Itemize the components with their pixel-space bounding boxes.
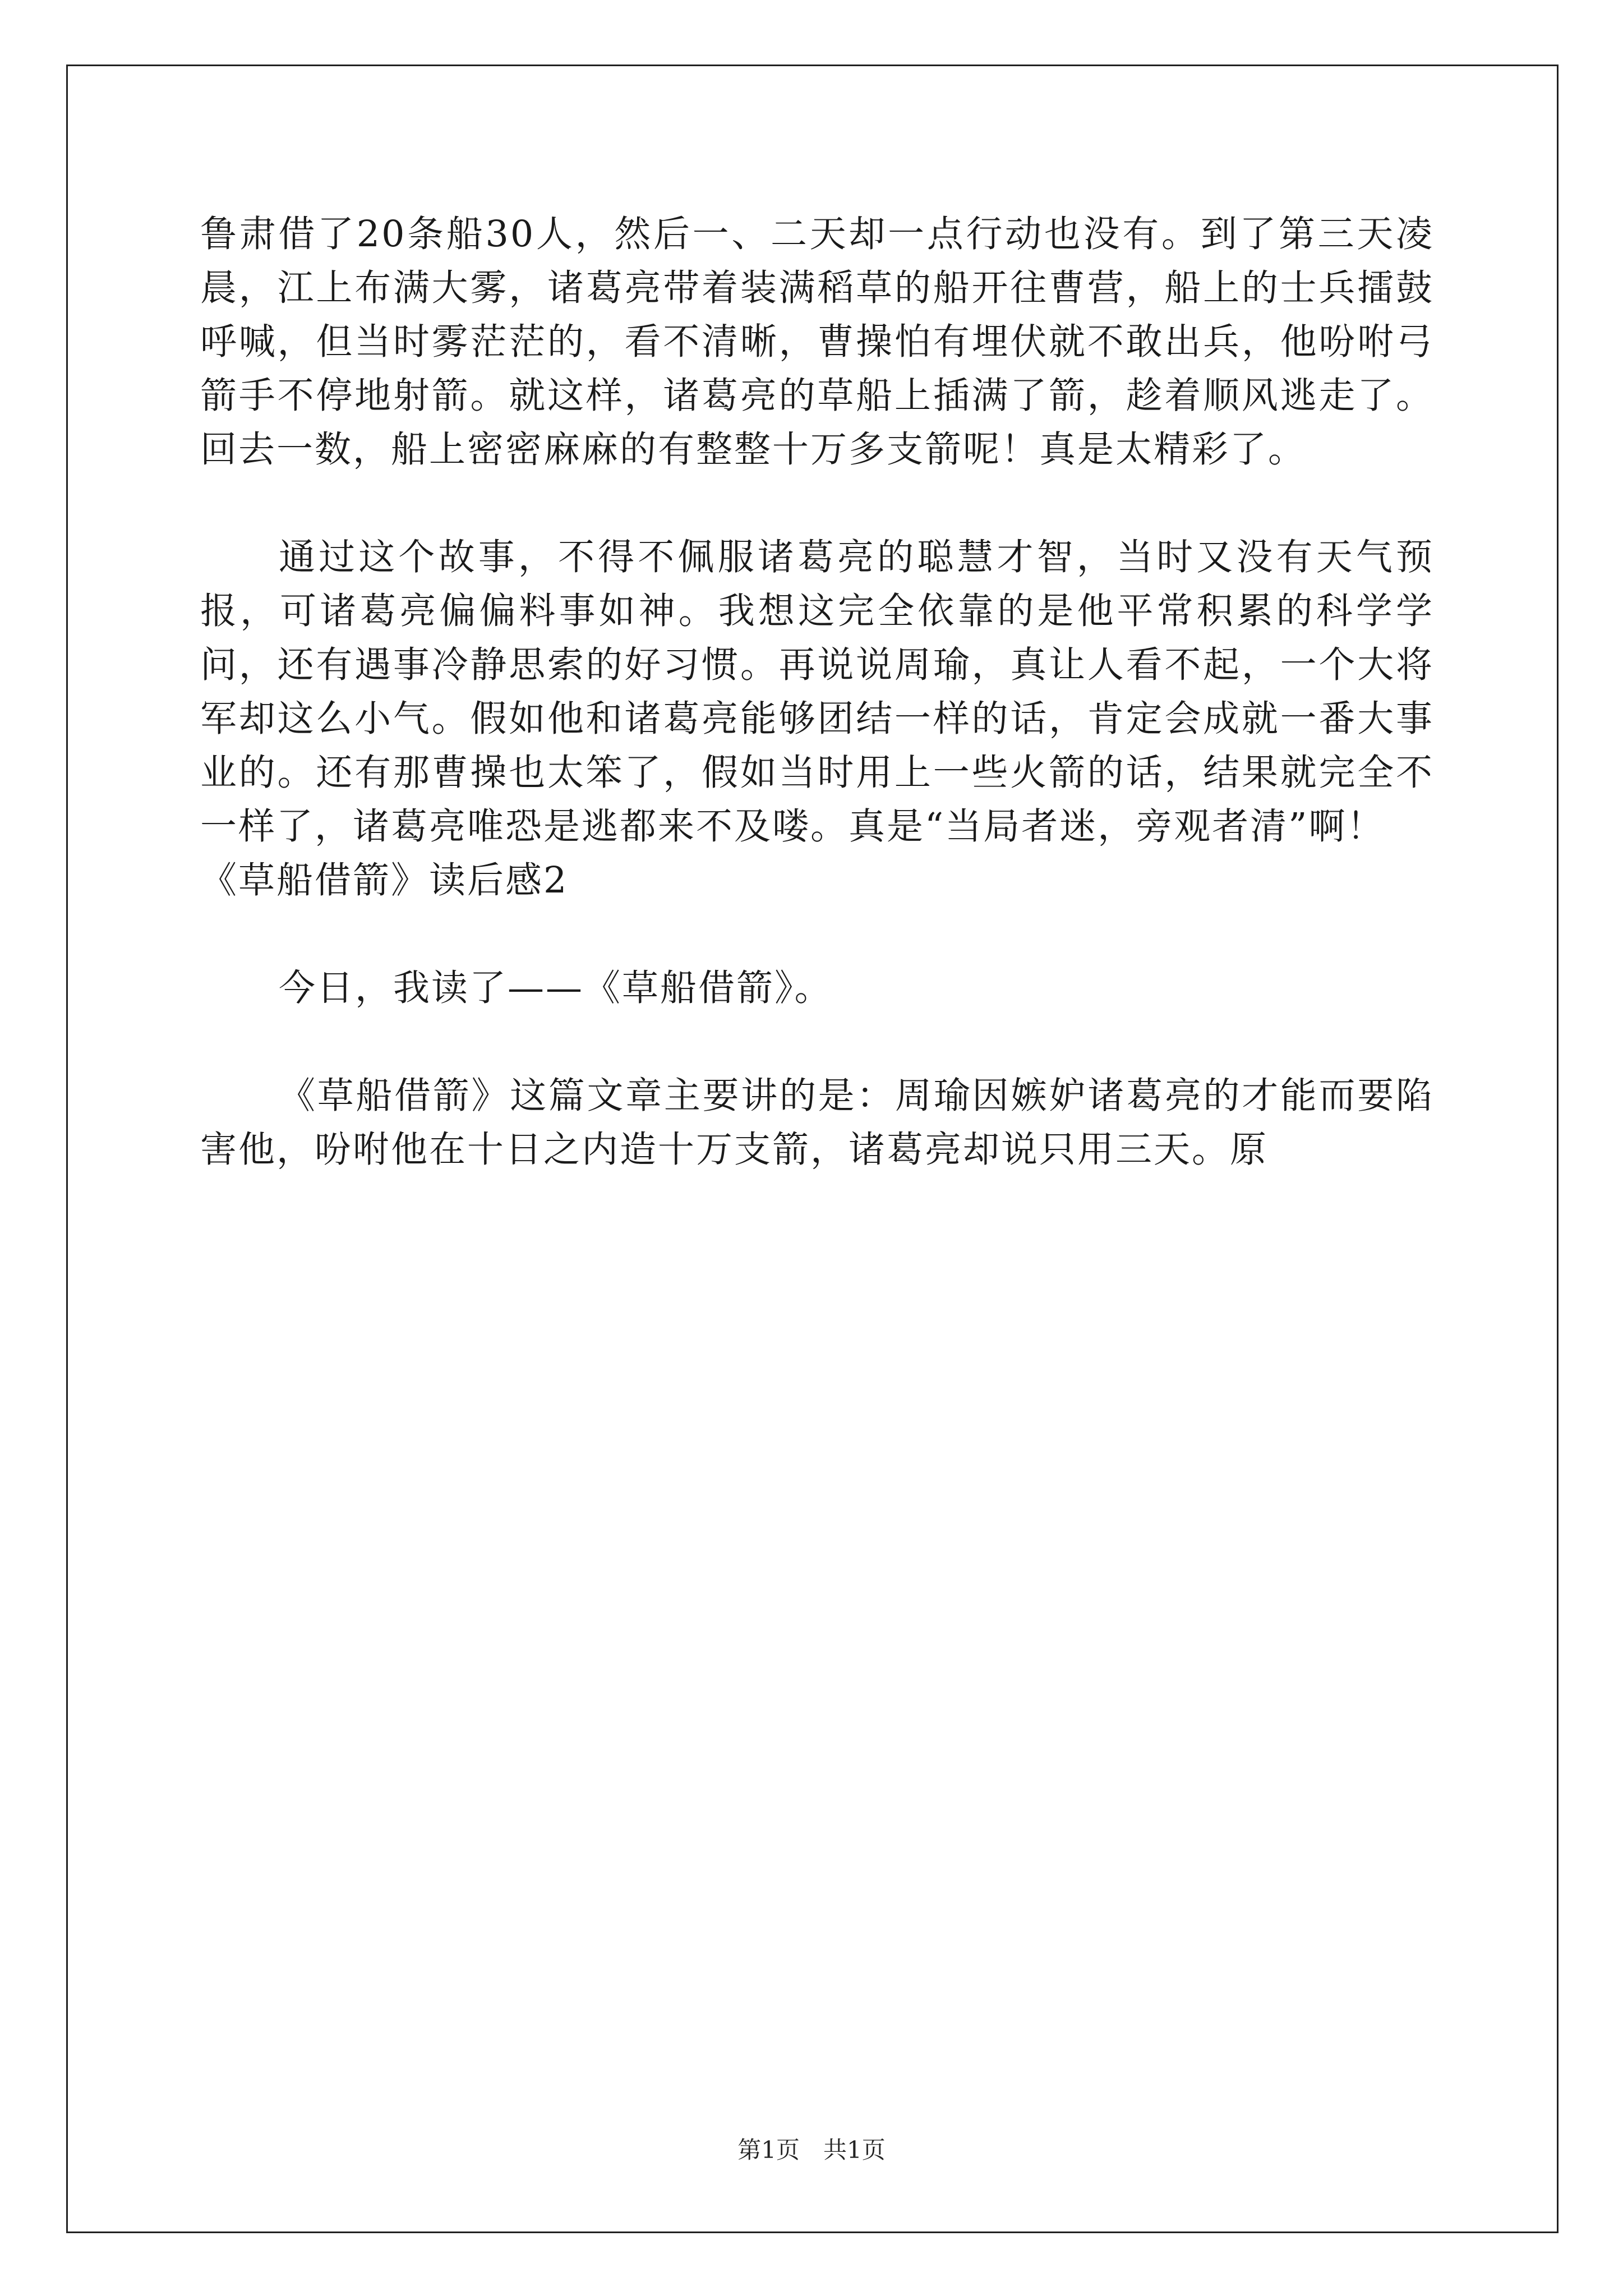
- document-body: [200, 208, 1434, 1177]
- section-heading: 《草船借箭》读后感2: [200, 859, 569, 901]
- paragraph-2: 通过这个故事，不得不佩服诸葛亮的聪慧才智，当时又没有天气预报，可诸葛亮偏偏料事如神。我想这完全依靠的是他平常积累的科学学问，还有遇事冷静思索的好习惯。再说说周瑜，真让人看不起，一个大将军却这么小气。假如他和诸葛亮能够团结一样的话，肯定会成就一番大事业的。还有那曹操也太笨了，假如当时用上一些火箭的话，结果就完全不一样了，诸葛亮唯恐是逃都来不及喽。真是“当局者迷，旁观者清”啊！: [200, 536, 1434, 848]
- page-footer: 第1页 共1页: [737, 2136, 886, 2164]
- paragraph-3: 今日，我读了——《草船借箭》。: [279, 967, 833, 1009]
- paragraph-1: 鲁肃借了20条船30人，然后一、二天却一点行动也没有。到了第三天凌晨，江上布满大雾，诸葛亮带着装满稻草的船开往曹营，船上的士兵擂鼓呼喊，但当时雾茫茫的，看不清晰，曹操怕有埋伏就不敢出兵，他吩咐弓箭手不停地射箭。就这样，诸葛亮的草船上插满了箭，趁着顺风逃走了。回去一数，船上密密麻麻的有整整十万多支箭呢！真是太精彩了。: [200, 213, 1434, 471]
- paragraph-4: 《草船借箭》这篇文章主要讲的是：周瑜因嫉妒诸葛亮的才能而要陷害他，吩咐他在十日之内造十万支箭，诸葛亮却说只用三天。原: [200, 1075, 1434, 1171]
